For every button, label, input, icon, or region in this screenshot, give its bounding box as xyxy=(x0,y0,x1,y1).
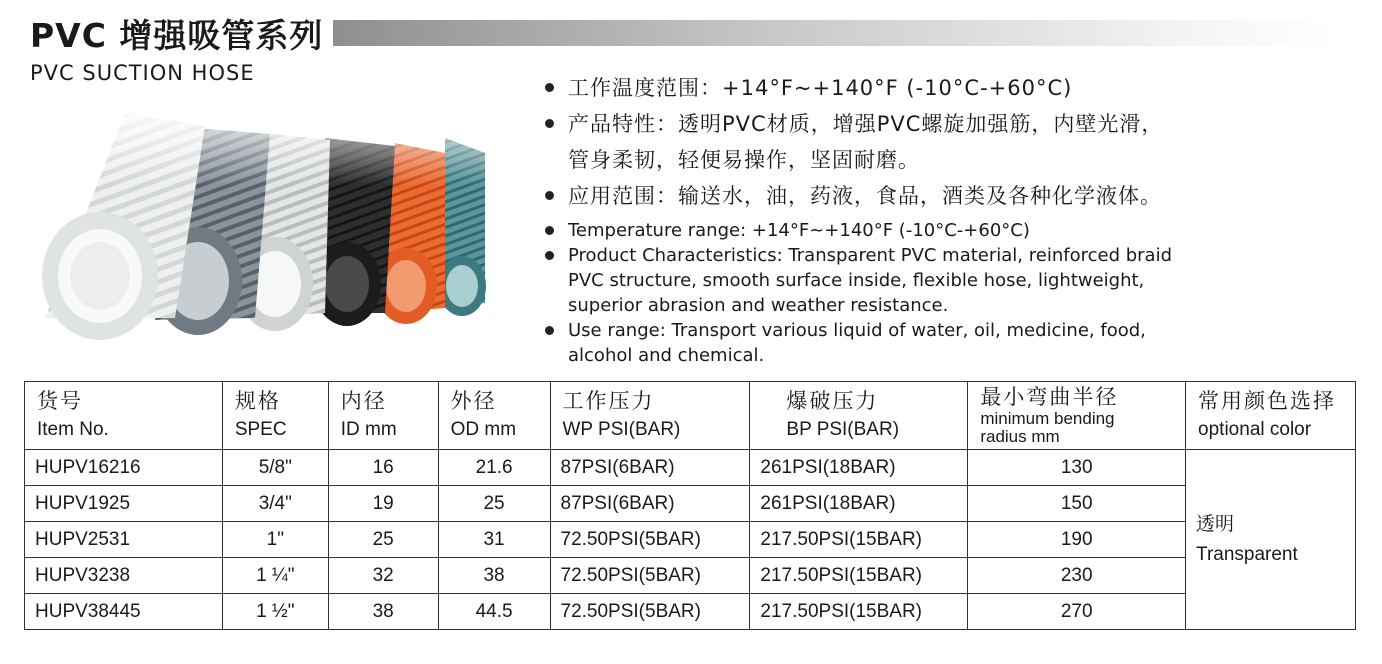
cell-id: 19 xyxy=(328,486,438,522)
feature-characteristics-en xyxy=(540,243,1360,318)
cell-bp: 217.50PSI(15BAR) xyxy=(750,522,968,558)
feature-text: PVC structure, smooth surface inside, flexible hose, lightweight, xyxy=(568,270,1145,291)
cell-od: 38 xyxy=(438,558,550,594)
feature-text: Use range: Transport various liquid of water, oil, medicine, food, xyxy=(568,320,1146,341)
feature-text: 工作温度范围：+14°F~+140°F (-10°C-+60°C) xyxy=(568,76,1073,100)
cell-id: 32 xyxy=(328,558,438,594)
feature-text: alcohol and chemical. xyxy=(568,345,765,366)
cell-od: 21.6 xyxy=(438,450,550,486)
header-spec: 规格 SPEC xyxy=(222,382,328,450)
table-row xyxy=(25,522,1356,558)
cell-spec: 1 ¼" xyxy=(222,558,328,594)
feature-text: 产品特性：透明PVC材质，增强PVC螺旋加强筋，内壁光滑， xyxy=(568,112,1164,136)
feature-list xyxy=(540,70,1360,368)
bullet-dot xyxy=(545,251,554,260)
cell-spec: 5/8" xyxy=(222,450,328,486)
feature-use-range-en xyxy=(540,318,1360,368)
cell-item: HUPV16216 xyxy=(25,450,223,486)
feature-text: Product Characteristics: Transparent PVC material, reinforced braid xyxy=(568,245,1172,266)
header-item-no: 货号 Item No. xyxy=(25,382,223,450)
feature-temperature-cn xyxy=(540,70,1360,106)
cell-radius: 230 xyxy=(968,558,1186,594)
feature-text: 应用范围：输送水，油，药液，食品，酒类及各种化学液体。 xyxy=(568,184,1162,208)
cell-id: 16 xyxy=(328,450,438,486)
cell-item: HUPV1925 xyxy=(25,486,223,522)
cell-wp: 87PSI(6BAR) xyxy=(550,450,750,486)
bullet-dot xyxy=(545,326,554,335)
header-wp: 工作压力 WP PSI(BAR) xyxy=(550,382,750,450)
header-od: 外径 OD mm xyxy=(438,382,550,450)
cell-id: 38 xyxy=(328,594,438,630)
feature-temperature-en xyxy=(540,218,1360,243)
bullet-dot xyxy=(545,191,554,200)
table-header-row xyxy=(25,382,1356,450)
table-row xyxy=(25,486,1356,522)
table-row xyxy=(25,450,1356,486)
table-row xyxy=(25,558,1356,594)
cell-wp: 72.50PSI(5BAR) xyxy=(550,594,750,630)
feature-text: superior abrasion and weather resistance. xyxy=(568,295,949,316)
cell-bp: 261PSI(18BAR) xyxy=(750,450,968,486)
feature-application-cn xyxy=(540,178,1360,214)
page-title: PVC 增强吸管系列 xyxy=(30,16,324,55)
cell-color xyxy=(1186,450,1356,630)
feature-text: 管身柔韧，轻便易操作，坚固耐磨。 xyxy=(568,148,920,172)
cell-wp: 72.50PSI(5BAR) xyxy=(550,558,750,594)
hose-product-photo xyxy=(25,98,495,348)
cell-od: 31 xyxy=(438,522,550,558)
cell-item: HUPV38445 xyxy=(25,594,223,630)
header-bending-radius: 最小弯曲半径 minimum bending radius mm xyxy=(968,382,1186,450)
header-color: 常用颜色选择 optional color xyxy=(1186,382,1356,450)
cell-radius: 190 xyxy=(968,522,1186,558)
cell-bp: 217.50PSI(15BAR) xyxy=(750,558,968,594)
header-bp: 爆破压力 BP PSI(BAR) xyxy=(750,382,968,450)
cell-id: 25 xyxy=(328,522,438,558)
table-row xyxy=(25,594,1356,630)
cell-wp: 87PSI(6BAR) xyxy=(550,486,750,522)
feature-text: Temperature range: +14°F~+140°F (-10°C-+60°C) xyxy=(568,220,1030,241)
cell-od: 44.5 xyxy=(438,594,550,630)
cell-bp: 217.50PSI(15BAR) xyxy=(750,594,968,630)
cell-od: 25 xyxy=(438,486,550,522)
cell-radius: 150 xyxy=(968,486,1186,522)
color-cn: 透明 xyxy=(1196,513,1235,535)
bullet-dot xyxy=(545,119,554,128)
cell-item: HUPV2531 xyxy=(25,522,223,558)
cell-radius: 130 xyxy=(968,450,1186,486)
header-id: 内径 ID mm xyxy=(328,382,438,450)
cell-radius: 270 xyxy=(968,594,1186,630)
cell-spec: 3/4" xyxy=(222,486,328,522)
page-subtitle: PVC SUCTION HOSE xyxy=(30,61,255,85)
cell-wp: 72.50PSI(5BAR) xyxy=(550,522,750,558)
cell-spec: 1 ½" xyxy=(222,594,328,630)
title-gradient-bar xyxy=(333,20,1333,46)
bullet-dot xyxy=(545,83,554,92)
color-en: Transparent xyxy=(1196,543,1298,565)
cell-bp: 261PSI(18BAR) xyxy=(750,486,968,522)
feature-characteristics-cn xyxy=(540,106,1360,178)
cell-spec: 1" xyxy=(222,522,328,558)
cell-item: HUPV3238 xyxy=(25,558,223,594)
spec-table xyxy=(24,381,1356,630)
bullet-dot xyxy=(545,226,554,235)
